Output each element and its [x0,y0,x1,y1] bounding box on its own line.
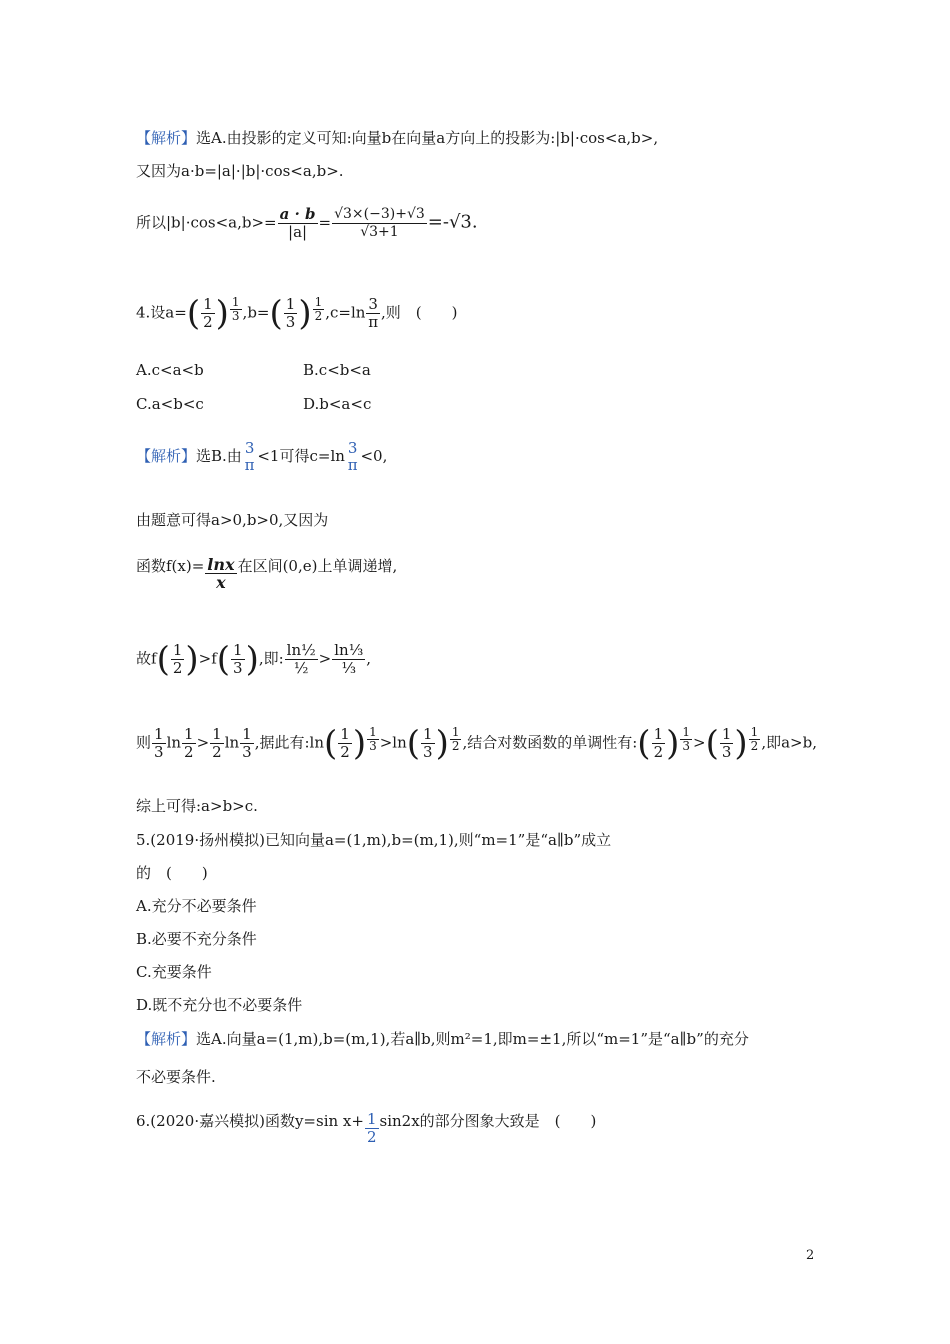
fraction-sqrt3: $\frac{√3\times(-3)+√3}{√3+1}$ [334,206,425,240]
q4-option-b: B.c<b<a [303,361,371,379]
q5-solution-line2: 不必要条件. [136,1068,216,1086]
q4-solution-line6: 综上可得:a>b>c. [136,797,258,815]
q4-solution-line2: 由题意可得a>0,b>0,又因为 [136,511,329,529]
q5-option-c: C.充要条件 [136,963,212,981]
q4-option-c: C.a<b<c [136,395,204,413]
q4-option-d: D.b<a<c [303,395,372,413]
q4-solution-line3: 函数f(x)= $\frac{\ln x}{x}$ 在区间(0,e)上单调递增, [136,555,398,592]
page-number: 2 [806,1248,815,1263]
q5-option-a: A.充分不必要条件 [136,897,257,915]
q4-option-a: A.c<a<b [136,361,204,379]
q3-solution-line1: 【解析】选A.由投影的定义可知:向量b在向量a方向上的投影为:|b|·cos<a,b>, [136,129,659,147]
q4-solution-line4: 故f( $\frac{1}{2}$ )>f( $\frac{1}{3}$ ),即: $\frac{\text{ln½}}{\text{½}}$ > $\frac{\text{ln⅓}}{\text{⅓}}$ , [136,639,372,680]
fraction-ab-over-a: $\frac{a \cdot b}{|a|}$ [279,205,316,241]
q5-solution-line1: 【解析】选A.向量a=(1,m),b=(m,1),若a∥b,则m²=1,即m=±1,所以“m=1”是“a∥b”的充分 [136,1030,749,1048]
q4-solution-line5: 则 $\frac{1}{3}$ ln $\frac{1}{2}$ > $\frac{1}{2}$ ln $\frac{1}{3}$ ,据此有:ln( $\frac{1}{2}$ ) $\frac{1}{3}$ >ln( $\frac{1}{3}$ ) $\frac{1}{2}$ ,结合对数函数的单调性有:( $\frac{1}{2}$ ) $\frac{1}{3}$ >( $\frac{1}{3}$ ) $\frac{1}{2}$ ,即a>b, [136,723,817,764]
q3-solution-line3: 所以|b|·cos<a,b>= $\frac{a \cdot b}{|a|}$ = $\frac{√3\times(-3)+√3}{√3+1}$ =-√3. [136,205,478,241]
q5-stem-line2: 的 ( ) [136,864,208,882]
q4-solution-line1: 【解析】选B.由 3 π <1可得c=ln 3 π <0, [136,439,388,474]
solution-tag: 【解析】 [136,447,197,465]
q3-solution-line2: 又因为a·b=|a|·|b|·cos<a,b>. [136,162,344,180]
q5-stem-line1: 5.(2019·扬州模拟)已知向量a=(1,m),b=(m,1),则“m=1”是“a∥b”成立 [136,831,612,849]
solution-tag: 【解析】 [136,1030,197,1048]
q6-stem: 6.(2020·嘉兴模拟)函数y=sin x+ $\frac{1}{2}$ sin2x的部分图象大致是 ( ) [136,1110,597,1146]
q5-option-d: D.既不充分也不必要条件 [136,996,303,1014]
solution-tag: 【解析】 [136,129,197,147]
q4-stem: 4.设a=( $\frac{1}{2}$ ) $\frac{1}{3}$ ,b=( $\frac{1}{3}$ ) $\frac{1}{2}$ ,c=ln $\frac{3}{\pi}$ ,则 ( ) [136,293,458,334]
q5-option-b: B.必要不充分条件 [136,930,257,948]
